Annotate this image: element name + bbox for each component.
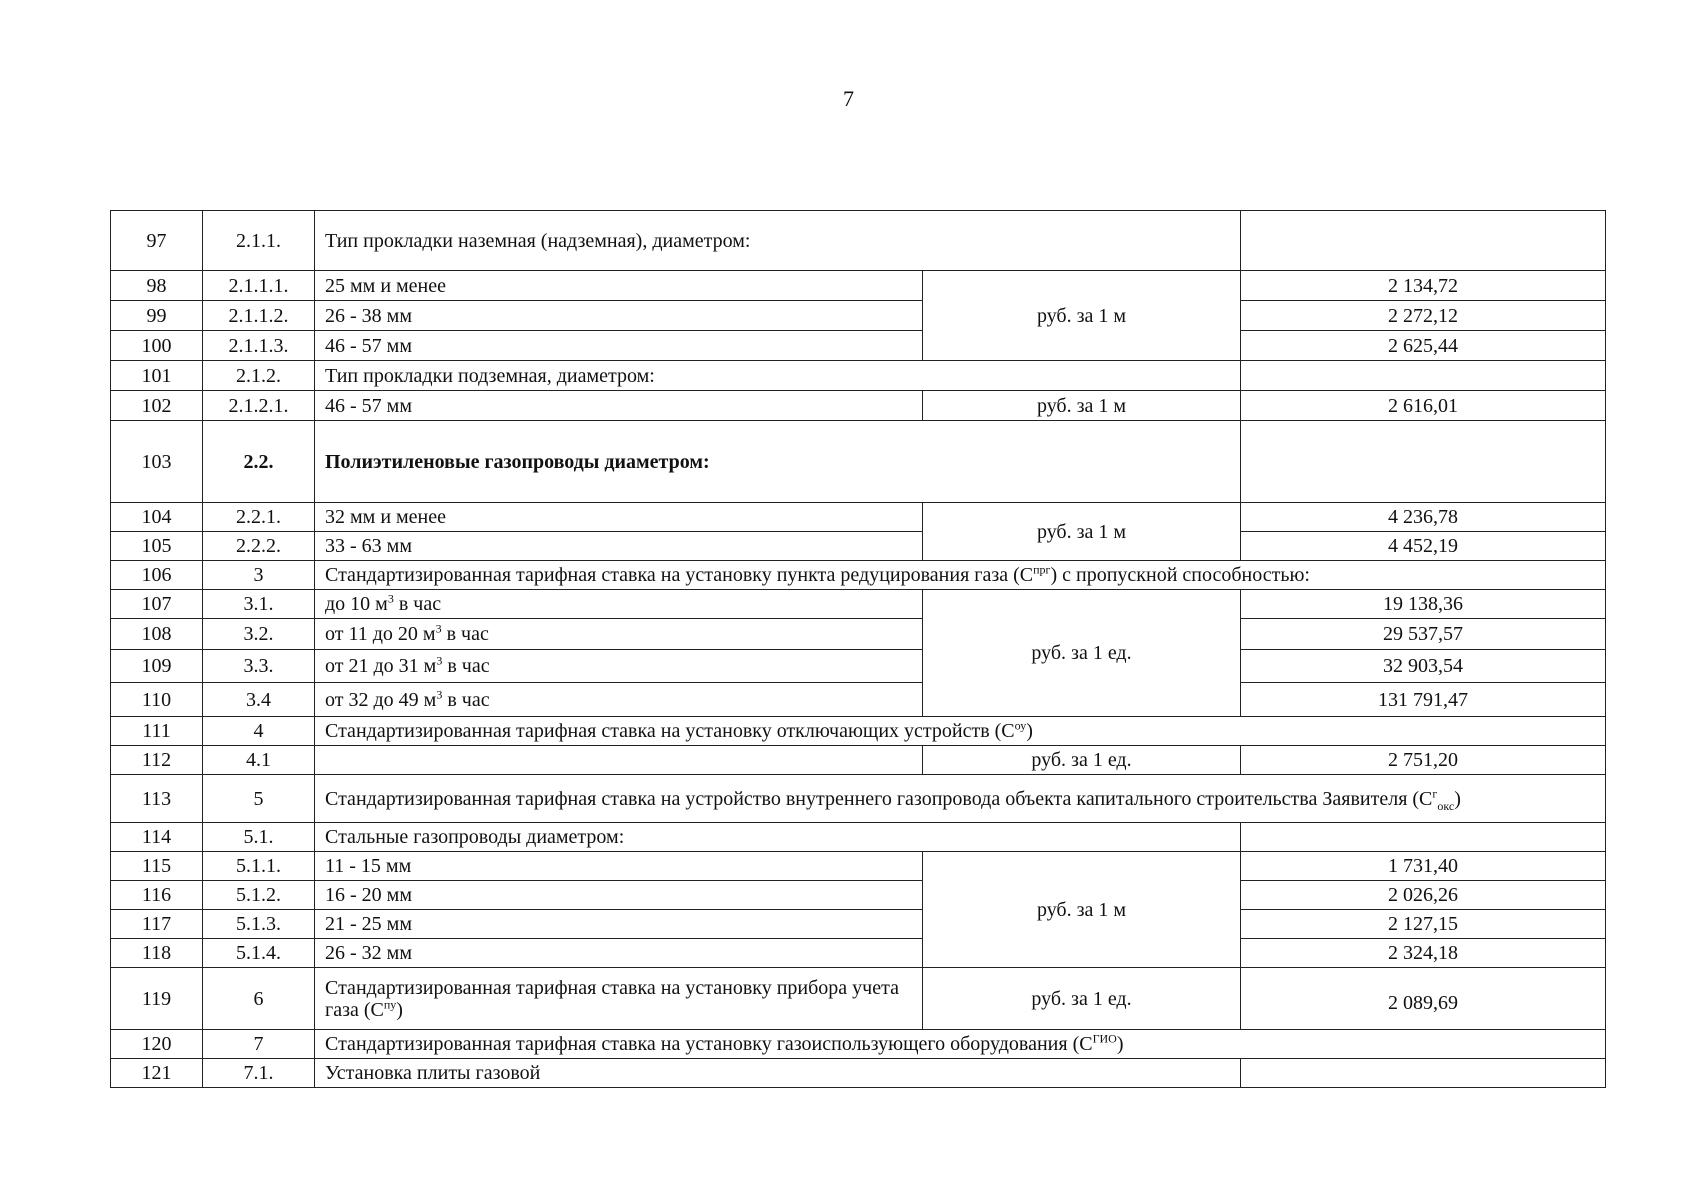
row-number: 114 — [111, 823, 203, 852]
row-number: 103 — [111, 421, 203, 503]
item-description: Тип прокладки подземная, диаметром: — [315, 361, 1241, 391]
row-number: 105 — [111, 532, 203, 561]
value-cell: 2 026,26 — [1241, 881, 1606, 910]
table-row — [111, 650, 1606, 683]
table-row — [111, 532, 1606, 561]
value-cell: 2 272,12 — [1241, 301, 1606, 331]
item-description: от 32 до 49 $м^3$ в час — [315, 683, 923, 717]
value-cell — [1241, 421, 1606, 503]
table-row — [111, 852, 1606, 881]
table-row — [111, 823, 1606, 852]
table-row — [111, 590, 1606, 619]
item-code: 2.1.2. — [203, 361, 315, 391]
unit-cell: руб. за 1 м — [923, 503, 1241, 561]
item-code: 2.1.1.1. — [203, 271, 315, 301]
row-number: 116 — [111, 881, 203, 910]
item-description: Тип прокладки наземная (надземная), диаметром: — [315, 211, 1241, 271]
value-cell: 2 625,44 — [1241, 331, 1606, 361]
tariff-table — [110, 210, 1606, 1088]
item-description: Стальные газопроводы диаметром: — [315, 823, 1241, 852]
unit-cell: руб. за 1 ед. — [923, 968, 1241, 1030]
value-cell: 2 324,18 — [1241, 939, 1606, 968]
table-row — [111, 881, 1606, 910]
item-code: 3 — [203, 561, 315, 590]
item-code: 3.1. — [203, 590, 315, 619]
row-number: 120 — [111, 1030, 203, 1059]
item-code: 3.4 — [203, 683, 315, 717]
item-code: 2.1.1.2. — [203, 301, 315, 331]
table-row — [111, 561, 1606, 590]
item-code: 7.1. — [203, 1059, 315, 1088]
row-number: 99 — [111, 301, 203, 331]
table-row — [111, 939, 1606, 968]
item-code: 5 — [203, 775, 315, 823]
table-row — [111, 391, 1606, 421]
item-code: 2.2. — [203, 421, 315, 503]
row-number: 109 — [111, 650, 203, 683]
item-description: 11 - 15 мм — [315, 852, 923, 881]
item-code: 2.1.1. — [203, 211, 315, 271]
item-description: Стандартизированная тарифная ставка на устройство внутреннего газопровода объекта капитального строительства Заявителя $(С^г_{окс})$ — [315, 775, 1606, 823]
value-cell: 4 236,78 — [1241, 503, 1606, 532]
value-cell: 2 089,69 — [1241, 968, 1606, 1030]
row-number: 110 — [111, 683, 203, 717]
item-description: от 11 до 20 $м^3$ в час — [315, 619, 923, 650]
unit-cell: руб. за 1 ед. — [923, 590, 1241, 717]
unit-cell: руб. за 1 м — [923, 852, 1241, 968]
item-code: 5.1. — [203, 823, 315, 852]
value-cell: 32 903,54 — [1241, 650, 1606, 683]
table-row — [111, 775, 1606, 823]
item-code: 6 — [203, 968, 315, 1030]
table-row — [111, 746, 1606, 775]
row-number: 117 — [111, 910, 203, 939]
item-code: 3.2. — [203, 619, 315, 650]
row-number: 121 — [111, 1059, 203, 1088]
row-number: 106 — [111, 561, 203, 590]
item-description: Стандартизированная тарифная ставка на установку газоиспользующего оборудования $(С^{ГИО})$ — [315, 1030, 1606, 1059]
item-description: Установка плиты газовой — [315, 1059, 1241, 1088]
table-row — [111, 1030, 1606, 1059]
row-number: 115 — [111, 852, 203, 881]
value-cell — [1241, 361, 1606, 391]
row-number: 101 — [111, 361, 203, 391]
value-cell: 2 127,15 — [1241, 910, 1606, 939]
item-description: 25 мм и менее — [315, 271, 923, 301]
table-row — [111, 683, 1606, 717]
table-row — [111, 271, 1606, 301]
section-heading: Полиэтиленовые газопроводы диаметром: — [315, 421, 1241, 503]
item-description: 26 - 38 мм — [315, 301, 923, 331]
item-description: 46 - 57 мм — [315, 391, 923, 421]
unit-cell: руб. за 1 м — [923, 391, 1241, 421]
value-cell: 4 452,19 — [1241, 532, 1606, 561]
row-number: 98 — [111, 271, 203, 301]
value-cell: 29 537,57 — [1241, 619, 1606, 650]
table-row — [111, 361, 1606, 391]
item-description: 46 - 57 мм — [315, 331, 923, 361]
row-number: 108 — [111, 619, 203, 650]
value-cell — [1241, 823, 1606, 852]
value-cell: 2 616,01 — [1241, 391, 1606, 421]
table-row — [111, 211, 1606, 271]
table-row — [111, 503, 1606, 532]
item-code: 4.1 — [203, 746, 315, 775]
value-cell: 131 791,47 — [1241, 683, 1606, 717]
item-code: 2.2.1. — [203, 503, 315, 532]
item-code: 2.1.1.3. — [203, 331, 315, 361]
item-description: Стандартизированная тарифная ставка на установку отключающих устройств $(С^{оу})$ — [315, 717, 1606, 746]
item-code: 5.1.4. — [203, 939, 315, 968]
item-code: 5.1.1. — [203, 852, 315, 881]
item-description: от 21 до 31 $м^3$ в час — [315, 650, 923, 683]
value-cell: 2 134,72 — [1241, 271, 1606, 301]
table-row — [111, 910, 1606, 939]
table-row — [111, 717, 1606, 746]
item-description: 16 - 20 мм — [315, 881, 923, 910]
table-row — [111, 301, 1606, 331]
value-cell: 2 751,20 — [1241, 746, 1606, 775]
item-code: 7 — [203, 1030, 315, 1059]
row-number: 118 — [111, 939, 203, 968]
row-number: 104 — [111, 503, 203, 532]
value-cell — [1241, 1059, 1606, 1088]
value-cell — [1241, 211, 1606, 271]
item-code: 2.1.2.1. — [203, 391, 315, 421]
row-number: 112 — [111, 746, 203, 775]
item-code: 2.2.2. — [203, 532, 315, 561]
table-row — [111, 619, 1606, 650]
item-description: 32 мм и менее — [315, 503, 923, 532]
row-number: 97 — [111, 211, 203, 271]
item-description: до 10 $м^3$ в час — [315, 590, 923, 619]
item-description — [315, 746, 923, 775]
row-number: 100 — [111, 331, 203, 361]
item-description: Стандартизированная тарифная ставка на установку прибора учета газа $(С^{пу})$ — [315, 968, 923, 1030]
item-description: 33 - 63 мм — [315, 532, 923, 561]
table-row — [111, 968, 1606, 1030]
table-row — [111, 1059, 1606, 1088]
item-description: Стандартизированная тарифная ставка на установку пункта редуцирования газа $(С^{прг})$ с пропускной способностью: — [315, 561, 1606, 590]
value-cell: 1 731,40 — [1241, 852, 1606, 881]
page-number: 7 — [843, 86, 854, 111]
row-number: 113 — [111, 775, 203, 823]
item-code: 4 — [203, 717, 315, 746]
row-number: 111 — [111, 717, 203, 746]
item-code: 5.1.2. — [203, 881, 315, 910]
row-number: 102 — [111, 391, 203, 421]
value-cell: 19 138,36 — [1241, 590, 1606, 619]
row-number: 107 — [111, 590, 203, 619]
unit-cell: руб. за 1 ед. — [923, 746, 1241, 775]
item-description: 26 - 32 мм — [315, 939, 923, 968]
table-row — [111, 331, 1606, 361]
row-number: 119 — [111, 968, 203, 1030]
item-description: 21 - 25 мм — [315, 910, 923, 939]
unit-cell: руб. за 1 м — [923, 271, 1241, 361]
item-code: 3.3. — [203, 650, 315, 683]
item-code: 5.1.3. — [203, 910, 315, 939]
table-row — [111, 421, 1606, 503]
